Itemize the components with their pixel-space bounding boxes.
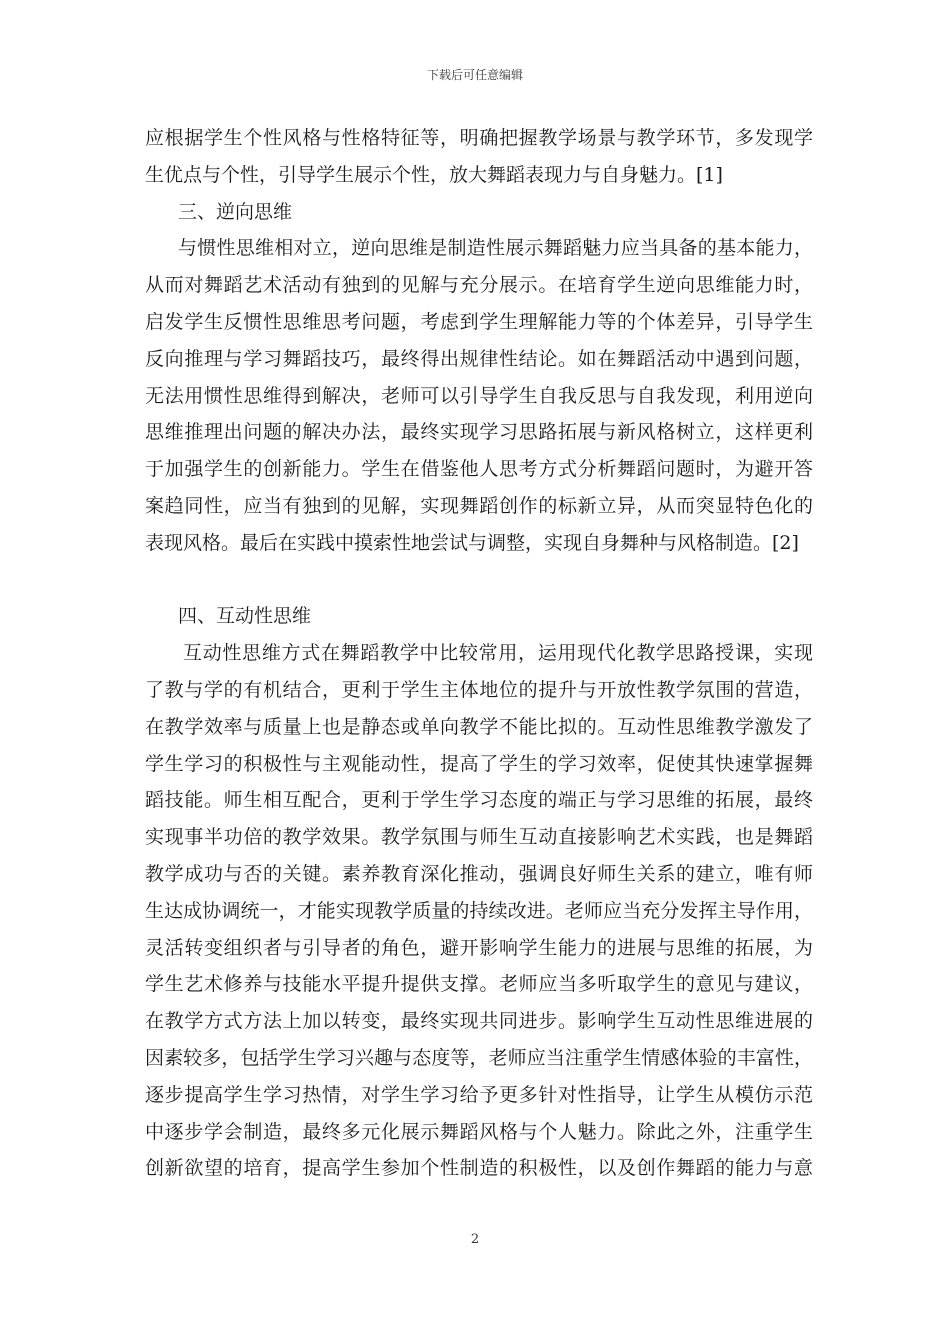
body-line: 于加强学生的创新能力。学生在借鉴他人思考方式分析舞蹈问题时，为避开答: [145, 458, 813, 481]
page-number: 2: [470, 1232, 480, 1247]
body-line: 从而对舞蹈艺术活动有独到的见解与充分展示。在培育学生逆向思维能力时，: [145, 274, 813, 297]
body-line: 生优点与个性，引导学生展示个性，放大舞蹈表现力与自身魅力。[1]: [145, 163, 723, 186]
body-line: 创新欲望的培育，提高学生参加个性制造的积极性，以及创作舞蹈的能力与意: [145, 1157, 813, 1180]
body-line: 反向推理与学习舞蹈技巧，最终得出规律性结论。如在舞蹈活动中遇到问题，: [145, 347, 813, 370]
body-line: 互动性思维方式在舞蹈教学中比较常用，运用现代化教学思路授课，实现: [183, 642, 813, 665]
body-line: 启发学生反惯性思维思考问题，考虑到学生理解能力等的个体差异，引导学生: [145, 310, 813, 333]
body-line: 中逐步学会制造，最终多元化展示舞蹈风格与个人魅力。除此之外，注重学生: [145, 1120, 813, 1143]
paragraph-spacer: [145, 562, 813, 599]
body-line: 蹈技能。师生相互配合，更利于学生学习态度的端正与学习思维的拓展，最终: [145, 789, 813, 812]
body-line: 了教与学的有机结合，更利于学生主体地位的提升与开放性教学氛围的营造，: [145, 678, 813, 701]
body-line: 生达成协调统一，才能实现教学质量的持续改进。老师应当充分发挥主导作用，: [145, 899, 813, 922]
body-line: 学生学习的积极性与主观能动性，提高了学生的学习效率，促使其快速掌握舞: [145, 752, 813, 775]
body-line: 无法用惯性思维得到解决，老师可以引导学生自我反思与自我发现，利用逆向: [145, 384, 813, 407]
body-line: 逐步提高学生学习热情，对学生学习给予更多针对性指导，让学生从模仿示范: [145, 1083, 813, 1106]
body-line: 与惯性思维相对立，逆向思维是制造性展示舞蹈魅力应当具备的基本能力，: [178, 237, 813, 260]
body-line: 应根据学生个性风格与性格特征等，明确把握教学场景与教学环节，多发现学: [145, 127, 813, 149]
section-heading: 四、互动性思维: [178, 605, 312, 628]
body-line: 表现风格。最后在实践中摸索性地尝试与调整，实现自身舞种与风格制造。[2]: [145, 531, 799, 554]
body-line: 实现事半功倍的教学效果。教学氛围与师生互动直接影响艺术实践，也是舞蹈: [145, 826, 813, 849]
document-body: [145, 120, 813, 1187]
body-line: 教学成功与否的关键。素养教育深化推动，强调良好师生关系的建立，唯有师: [145, 862, 813, 885]
body-line: 案趋同性，应当有独到的见解，实现舞蹈创作的标新立异，从而突显特色化的: [145, 494, 813, 517]
section-heading: 三、逆向思维: [178, 200, 293, 223]
page-header: 下载后可任意编辑: [426, 68, 523, 82]
body-line: 灵活转变组织者与引导者的角色，避开影响学生能力的进展与思维的拓展，为: [145, 936, 813, 959]
body-line: 在教学效率与质量上也是静态或单向教学不能比拟的。互动性思维教学激发了: [145, 715, 813, 738]
body-line: 在教学方式方法上加以转变，最终实现共同进步。影响学生互动性思维进展的: [145, 1010, 813, 1033]
body-line: 思维推理出问题的解决办法，最终实现学习思路拓展与新风格树立，这样更利: [145, 421, 813, 444]
body-line: 因素较多，包括学生学习兴趣与态度等，老师应当注重学生情感体验的丰富性，: [145, 1046, 813, 1069]
body-line: 学生艺术修养与技能水平提升提供支撑。老师应当多听取学生的意见与建议，: [145, 973, 813, 996]
